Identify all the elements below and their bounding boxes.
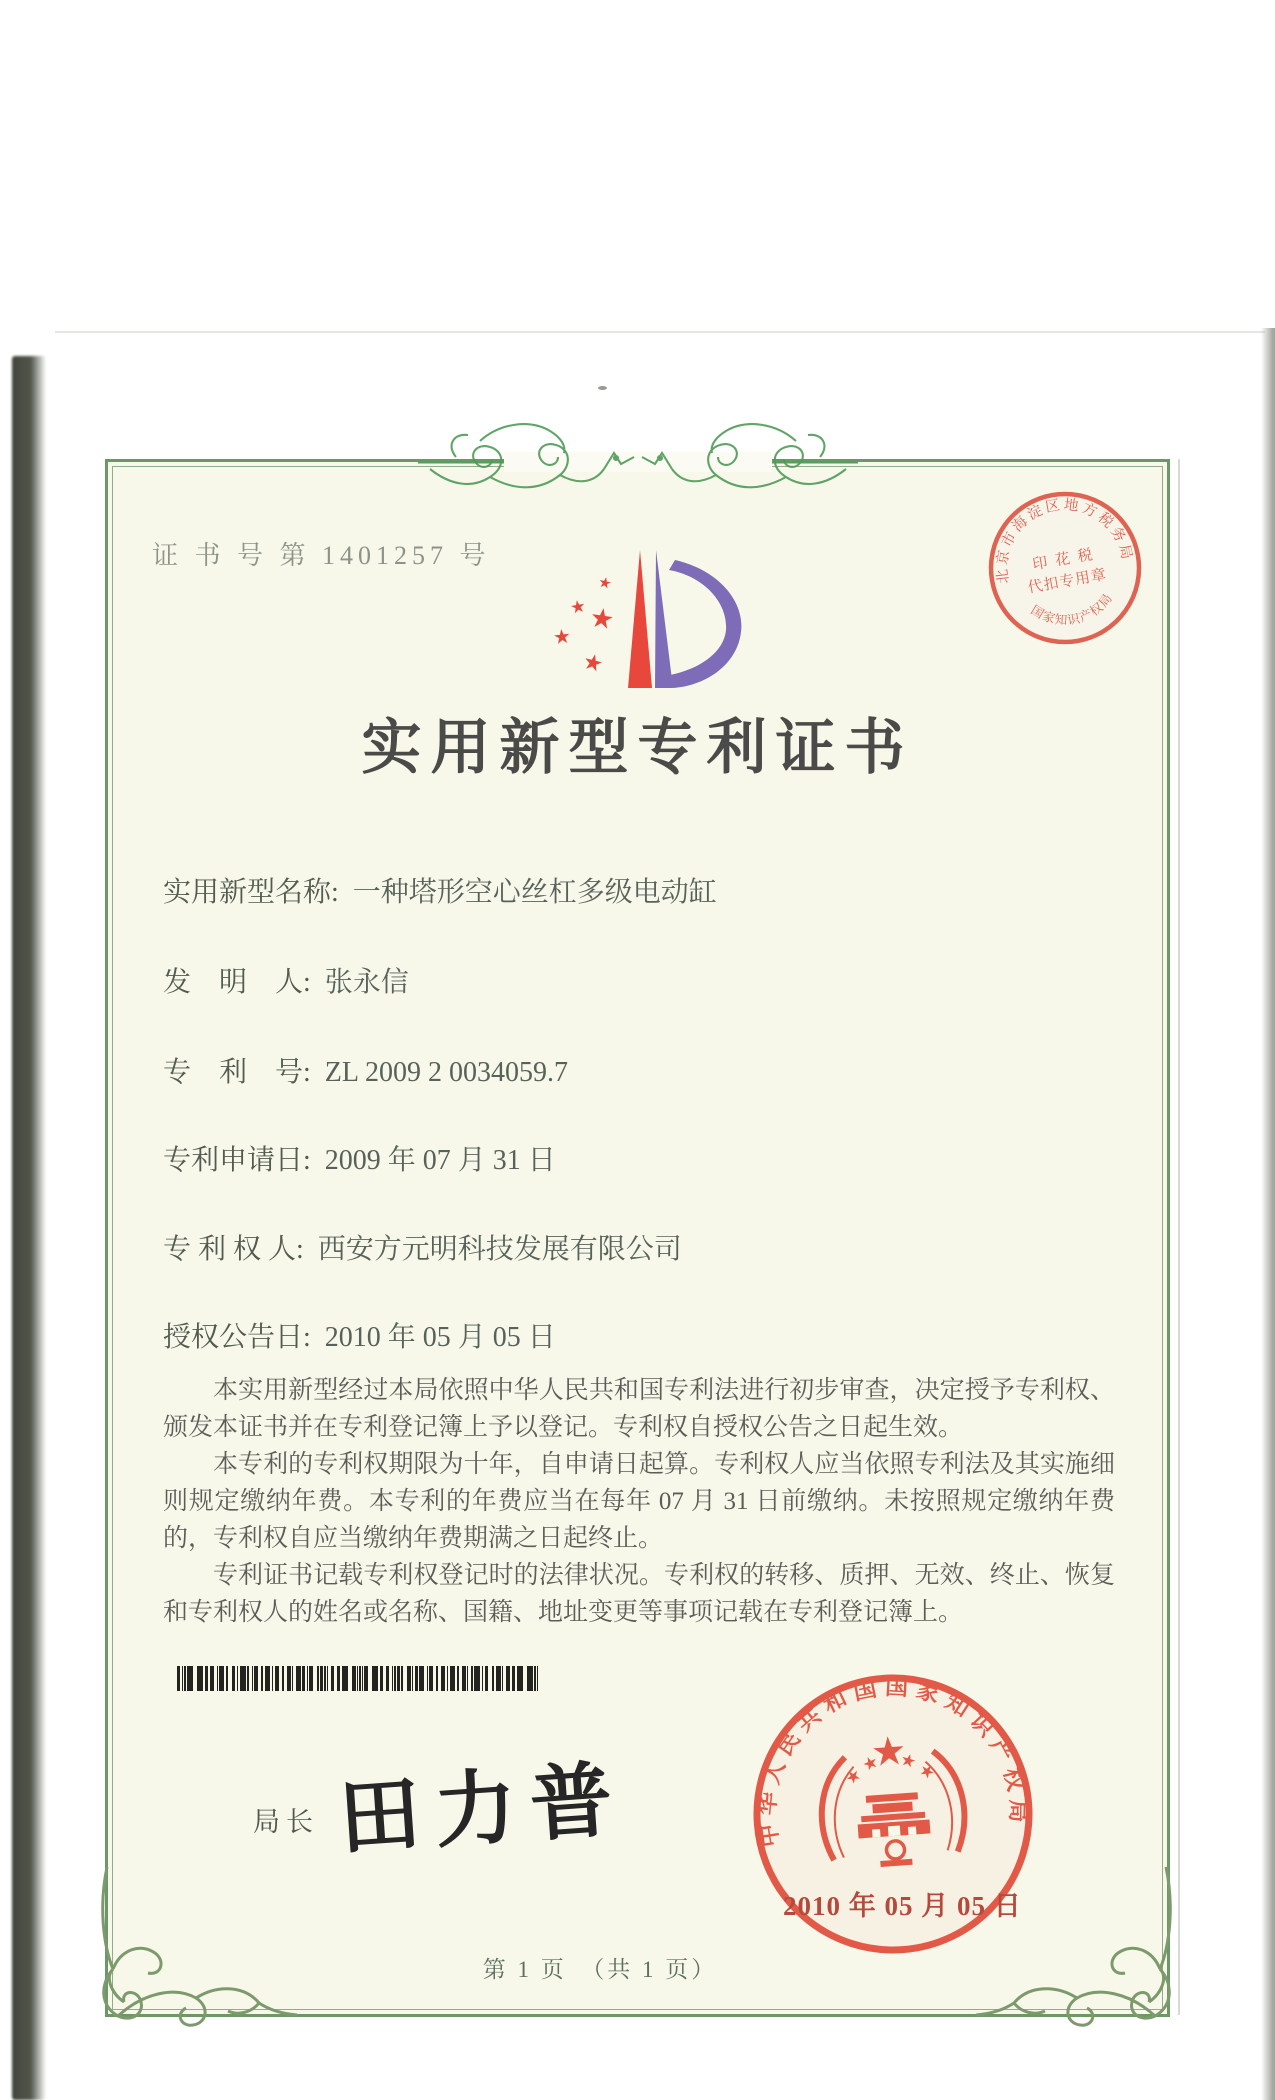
logo-red-wedge [628,550,652,688]
body-paragraph-2: 本专利的专利权期限为十年，自申请日起算。专利权人应当依照专利法及其实施细则规定缴纳年费。本专利的年费应当在每年 07 月 31 日前缴纳。未按照规定缴纳年费的，专利权自应当缴纳年费期满之日起终止。 [163,1451,1115,1552]
field-row-grant-date [163,1315,556,1355]
tax-seal-center-line1: 印 花 税 [1031,546,1096,574]
logo-purple-stem [655,550,673,688]
scan-shadow-band-right [1261,328,1275,2100]
corner-flourish-left-icon [91,1865,301,2035]
field-row-filing-date [163,1138,556,1178]
director-signature: 田力普 [335,1754,630,1865]
certificate-title: 实用新型专利证书 [361,715,914,781]
body-paragraph-1: 本实用新型经过本局依照中华人民共和国专利法进行初步审查，决定授予专利权、颁发本证书并在专利登记簿上予以登记。专利权自授权公告之日起生效。 [163,1377,1115,1441]
field-row-patent-number [163,1050,568,1090]
double-dragon-flourish-icon [418,405,858,520]
field-label: 专 利 权 人: [163,1234,304,1265]
legal-body-text [163,1372,1115,1631]
field-label: 实用新型名称: [163,877,339,908]
field-value: 一种塔形空心丝杠多级电动缸 [352,877,717,908]
field-value: 西安方元明科技发展有限公司 [317,1234,682,1265]
logo-stars [554,576,614,672]
field-label: 专 利 号: [163,1057,311,1088]
body-paragraph-3: 专利证书记载专利权登记时的法律状况。专利权的转移、质押、无效、终止、恢复和专利权人的姓名或名称、国籍、地址变更等事项记载在专利登记簿上。 [163,1562,1115,1626]
field-value: 张永信 [324,967,409,998]
sheet-right-edge [1178,459,1180,2015]
certificate-number: 证 书 号 第 1401257 号 [152,541,491,570]
issue-date: 2010 年 05 月 05 日 [783,1891,1022,1921]
scan-speck [598,386,607,390]
field-value: 2009 年 07 月 31 日 [324,1145,556,1176]
field-row-patentee [163,1227,682,1267]
field-value: 2010 年 05 月 05 日 [324,1322,556,1353]
field-label: 专利申请日: [163,1145,311,1176]
sipo-logo-icon [552,540,767,695]
field-label: 授权公告日: [163,1322,311,1353]
field-row-inventor [163,960,409,1000]
field-row-utility-model-name [163,870,717,910]
tax-stamp-seal [980,483,1150,653]
field-label: 发 明 人: [163,967,311,998]
barcode-icon [177,1666,539,1691]
office-seal-arc-text: 中华人民共和国国家知识产权局 [754,1674,1032,1849]
tax-seal-arc-top: 北京市海淀区地方税务局 [994,497,1136,585]
page-footer: 第 1 页 （共 1 页） [482,1957,718,1982]
director-label: 局长 [253,1807,319,1837]
tax-seal-arc-bottom: 国家知识产权局 [1028,590,1116,628]
field-value: ZL 2009 2 0034059.7 [324,1057,568,1088]
scan-shadow-band-left [12,356,46,2100]
sheet-top-edge [55,331,1265,333]
logo-purple-bowl [669,560,741,688]
tax-seal-center-line2: 代扣专用章 [1026,566,1109,597]
